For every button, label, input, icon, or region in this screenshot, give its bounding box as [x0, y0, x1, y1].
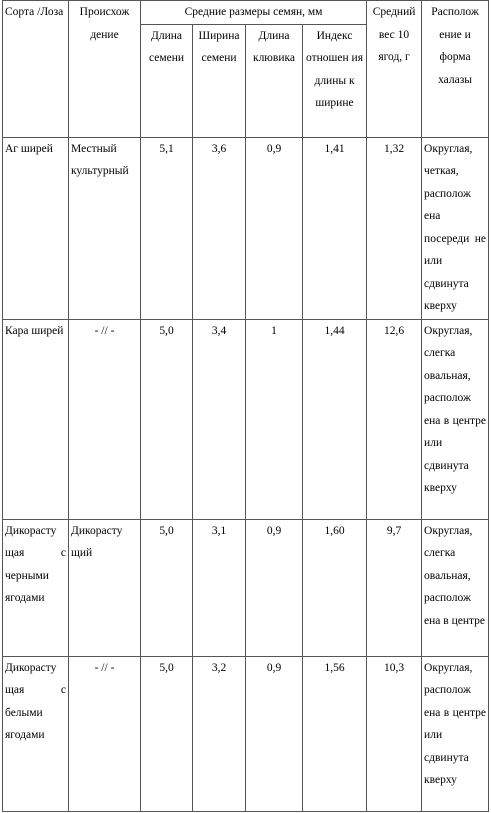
- seed-characteristics-table: [2, 0, 489, 812]
- header-row-1: [3, 1, 489, 25]
- header-origin: Происхож дение: [69, 1, 141, 138]
- header-beak-length: Длина клювика: [246, 24, 303, 137]
- cell-variety: Дикорасту щая с черными ягодами: [3, 519, 69, 656]
- cell-seed-length: 5,0: [141, 319, 193, 519]
- header-ratio-index: Индекс отношен ия длины к ширине: [303, 24, 367, 137]
- cell-seed-width: 3,4: [193, 319, 246, 519]
- cell-avg-weight: 12,6: [367, 319, 422, 519]
- table-row: [3, 319, 489, 519]
- cell-chalaza: Округлая, располож ена в центре или сдвинута кверху: [422, 656, 489, 811]
- header-variety: Сорта /Лоза: [3, 1, 69, 138]
- cell-chalaza: Округлая, слегка овальная, располож ена в центре: [422, 519, 489, 656]
- cell-seed-width: 3,2: [193, 656, 246, 811]
- table-row: [3, 519, 489, 656]
- cell-seed-width: 3,1: [193, 519, 246, 656]
- cell-origin: Дикорасту щий: [69, 519, 141, 656]
- cell-beak-length: 0,9: [246, 656, 303, 811]
- table-row: [3, 137, 489, 319]
- cell-ratio-index: 1,60: [303, 519, 367, 656]
- header-avg-weight: Средний вес 10 ягод, г: [367, 1, 422, 138]
- cell-variety: Кара ширей: [3, 319, 69, 519]
- cell-ratio-index: 1,41: [303, 137, 367, 319]
- cell-variety: Дикорасту щая с белыми ягодами: [3, 656, 69, 811]
- cell-chalaza: Округлая, слегка овальная, располож ена в центре или сдвинута кверху: [422, 319, 489, 519]
- header-seed-sizes: Средние размеры семян, мм: [141, 1, 367, 25]
- cell-seed-length: 5,1: [141, 137, 193, 319]
- cell-origin: - // -: [69, 656, 141, 811]
- cell-beak-length: 1: [246, 319, 303, 519]
- cell-chalaza: Округлая, четкая, располож ена посереди не или сдвинута кверху: [422, 137, 489, 319]
- cell-variety: Аг ширей: [3, 137, 69, 319]
- table-row: [3, 656, 489, 811]
- header-seed-length: Длина семени: [141, 24, 193, 137]
- cell-origin: Местный культурный: [69, 137, 141, 319]
- cell-avg-weight: 10,3: [367, 656, 422, 811]
- cell-beak-length: 0,9: [246, 137, 303, 319]
- cell-avg-weight: 1,32: [367, 137, 422, 319]
- cell-seed-length: 5,0: [141, 519, 193, 656]
- cell-beak-length: 0,9: [246, 519, 303, 656]
- cell-ratio-index: 1,44: [303, 319, 367, 519]
- cell-seed-length: 5,0: [141, 656, 193, 811]
- cell-avg-weight: 9,7: [367, 519, 422, 656]
- cell-ratio-index: 1,56: [303, 656, 367, 811]
- header-seed-width: Ширина семени: [193, 24, 246, 137]
- cell-seed-width: 3,6: [193, 137, 246, 319]
- header-chalaza: Располож ение и форма халазы: [422, 1, 489, 138]
- cell-origin: - // -: [69, 319, 141, 519]
